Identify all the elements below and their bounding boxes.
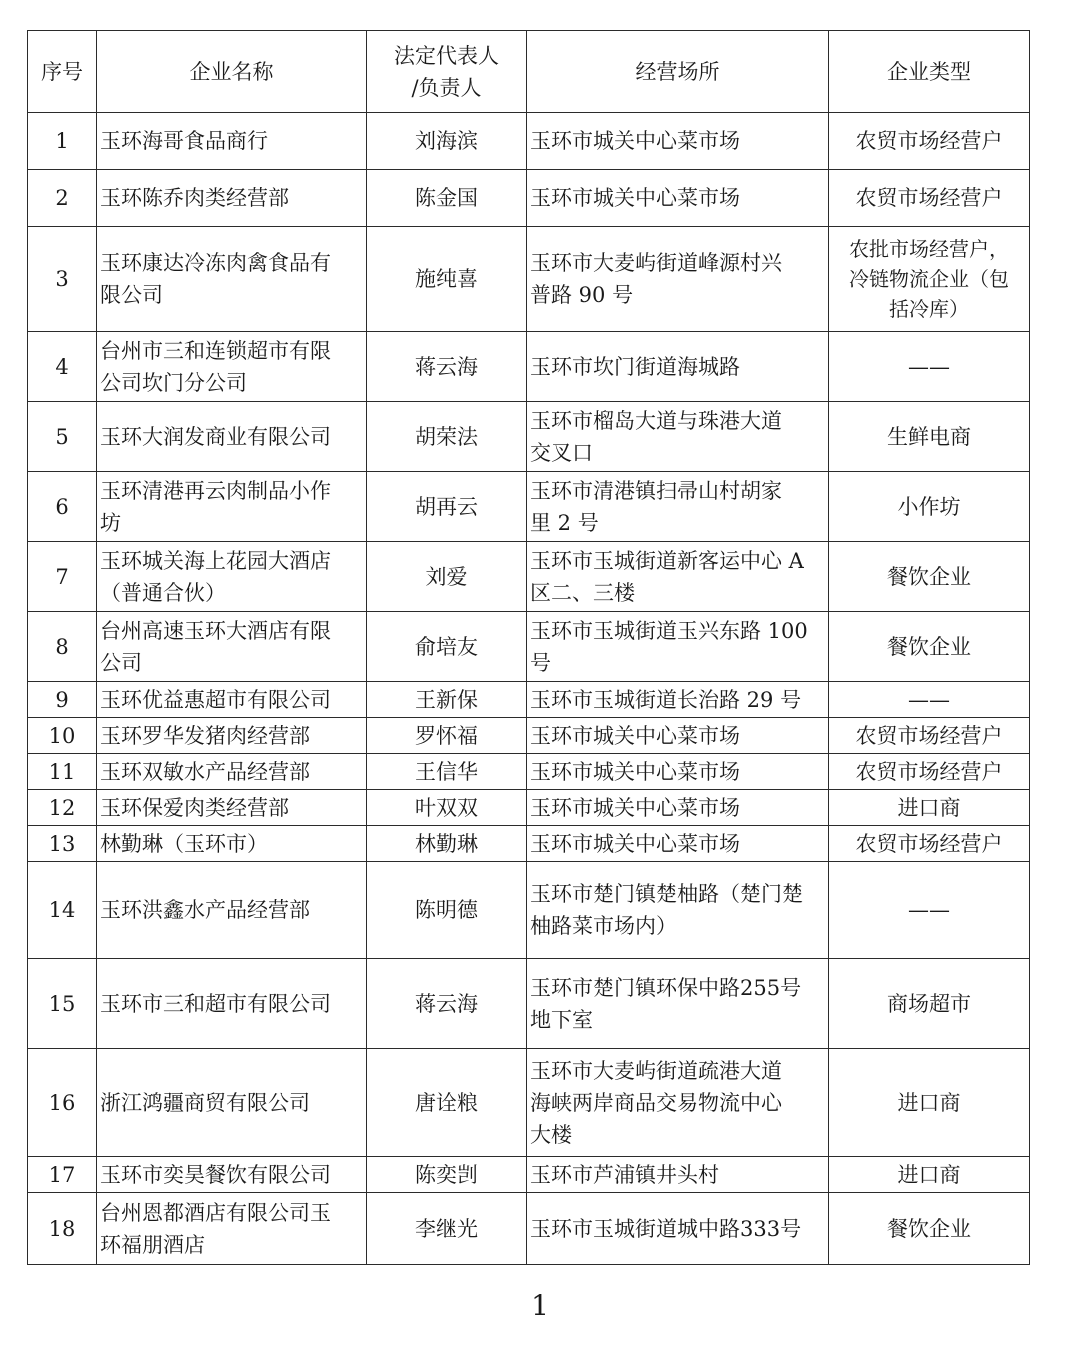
- cell-business-location: 玉环市玉城街道城中路333号: [527, 1193, 829, 1265]
- cell-index: 18: [28, 1193, 97, 1265]
- cell-index: 5: [28, 402, 97, 472]
- cell-enterprise-type: 餐饮企业: [829, 542, 1030, 612]
- cell-legal-representative: 刘爱: [367, 542, 527, 612]
- cell-legal-representative: 陈明德: [367, 862, 527, 959]
- cell-enterprise-name: 玉环陈乔肉类经营部: [97, 170, 367, 227]
- cell-enterprise-name: 台州市三和连锁超市有限 公司坎门分公司: [97, 332, 367, 402]
- cell-index: 2: [28, 170, 97, 227]
- cell-index: 3: [28, 227, 97, 332]
- cell-enterprise-name: 玉环市奕昊餐饮有限公司: [97, 1157, 367, 1193]
- table-row: [28, 1049, 1030, 1157]
- cell-enterprise-type: ——: [829, 862, 1030, 959]
- cell-business-location: 玉环市芦浦镇井头村: [527, 1157, 829, 1193]
- header-enterprise-type: 企业类型: [829, 31, 1030, 113]
- cell-enterprise-type: 农贸市场经营户: [829, 113, 1030, 170]
- header-index: 序号: [28, 31, 97, 113]
- cell-index: 13: [28, 826, 97, 862]
- table-row: [28, 472, 1030, 542]
- cell-enterprise-name: 浙江鸿疆商贸有限公司: [97, 1049, 367, 1157]
- cell-business-location: 玉环市大麦屿街道峰源村兴 普路 90 号: [527, 227, 829, 332]
- cell-business-location: 玉环市玉城街道长治路 29 号: [527, 682, 829, 718]
- cell-enterprise-name: 台州恩都酒店有限公司玉 环福朋酒店: [97, 1193, 367, 1265]
- cell-legal-representative: 王新保: [367, 682, 527, 718]
- table-row: [28, 790, 1030, 826]
- cell-index: 16: [28, 1049, 97, 1157]
- cell-enterprise-type: 餐饮企业: [829, 612, 1030, 682]
- header-enterprise-name: 企业名称: [97, 31, 367, 113]
- cell-legal-representative: 陈金国: [367, 170, 527, 227]
- cell-business-location: 玉环市城关中心菜市场: [527, 170, 829, 227]
- cell-enterprise-name: 玉环城关海上花园大酒店 （普通合伙）: [97, 542, 367, 612]
- cell-enterprise-type: 农批市场经营户， 冷链物流企业（包 括冷库）: [829, 227, 1030, 332]
- header-legal-representative: 法定代表人 /负责人: [367, 31, 527, 113]
- cell-enterprise-name: 玉环康达冷冻肉禽食品有 限公司: [97, 227, 367, 332]
- table-body: [28, 113, 1030, 1265]
- cell-business-location: 玉环市城关中心菜市场: [527, 754, 829, 790]
- cell-legal-representative: 唐诠粮: [367, 1049, 527, 1157]
- cell-enterprise-type: ——: [829, 332, 1030, 402]
- cell-index: 8: [28, 612, 97, 682]
- cell-legal-representative: 胡荣法: [367, 402, 527, 472]
- cell-enterprise-type: ——: [829, 682, 1030, 718]
- cell-legal-representative: 王信华: [367, 754, 527, 790]
- cell-business-location: 玉环市清港镇扫帚山村胡家 里 2 号: [527, 472, 829, 542]
- table-row: [28, 959, 1030, 1049]
- cell-enterprise-type: 农贸市场经营户: [829, 718, 1030, 754]
- cell-legal-representative: 蒋云海: [367, 332, 527, 402]
- page-number: 1: [531, 1289, 549, 1322]
- cell-enterprise-type: 生鲜电商: [829, 402, 1030, 472]
- cell-enterprise-type: 农贸市场经营户: [829, 754, 1030, 790]
- table-row: [28, 1193, 1030, 1265]
- cell-enterprise-name: 林勤琳（玉环市）: [97, 826, 367, 862]
- table-row: [28, 227, 1030, 332]
- table-row: [28, 718, 1030, 754]
- cell-legal-representative: 李继光: [367, 1193, 527, 1265]
- cell-enterprise-name: 玉环罗华发猪肉经营部: [97, 718, 367, 754]
- enterprise-table: [27, 30, 1030, 1265]
- cell-enterprise-name: 台州高速玉环大酒店有限 公司: [97, 612, 367, 682]
- cell-index: 11: [28, 754, 97, 790]
- cell-business-location: 玉环市城关中心菜市场: [527, 790, 829, 826]
- cell-business-location: 玉环市城关中心菜市场: [527, 113, 829, 170]
- table-row: [28, 332, 1030, 402]
- cell-legal-representative: 叶双双: [367, 790, 527, 826]
- table-row: [28, 862, 1030, 959]
- cell-enterprise-name: 玉环海哥食品商行: [97, 113, 367, 170]
- cell-index: 15: [28, 959, 97, 1049]
- cell-index: 4: [28, 332, 97, 402]
- cell-index: 17: [28, 1157, 97, 1193]
- cell-legal-representative: 陈奕剀: [367, 1157, 527, 1193]
- cell-legal-representative: 胡再云: [367, 472, 527, 542]
- cell-legal-representative: 施纯喜: [367, 227, 527, 332]
- cell-business-location: 玉环市城关中心菜市场: [527, 826, 829, 862]
- cell-index: 10: [28, 718, 97, 754]
- cell-enterprise-name: 玉环保爱肉类经营部: [97, 790, 367, 826]
- cell-legal-representative: 蒋云海: [367, 959, 527, 1049]
- table-header-row: [28, 31, 1030, 113]
- cell-legal-representative: 刘海滨: [367, 113, 527, 170]
- table-row: [28, 170, 1030, 227]
- cell-enterprise-type: 进口商: [829, 1049, 1030, 1157]
- cell-enterprise-type: 餐饮企业: [829, 1193, 1030, 1265]
- cell-business-location: 玉环市玉城街道玉兴东路 100 号: [527, 612, 829, 682]
- cell-enterprise-type: 进口商: [829, 790, 1030, 826]
- cell-enterprise-name: 玉环双敏水产品经营部: [97, 754, 367, 790]
- table-row: [28, 612, 1030, 682]
- table-row: [28, 682, 1030, 718]
- cell-business-location: 玉环市榴岛大道与珠港大道 交叉口: [527, 402, 829, 472]
- cell-index: 9: [28, 682, 97, 718]
- table-row: [28, 402, 1030, 472]
- cell-business-location: 玉环市坎门街道海城路: [527, 332, 829, 402]
- cell-legal-representative: 林勤琳: [367, 826, 527, 862]
- cell-business-location: 玉环市楚门镇楚柚路（楚门楚 柚路菜市场内）: [527, 862, 829, 959]
- cell-index: 7: [28, 542, 97, 612]
- cell-enterprise-type: 小作坊: [829, 472, 1030, 542]
- table-row: [28, 754, 1030, 790]
- table-row: [28, 113, 1030, 170]
- cell-enterprise-type: 农贸市场经营户: [829, 826, 1030, 862]
- cell-business-location: 玉环市大麦屿街道疏港大道 海峡两岸商品交易物流中心 大楼: [527, 1049, 829, 1157]
- cell-index: 14: [28, 862, 97, 959]
- cell-enterprise-type: 商场超市: [829, 959, 1030, 1049]
- cell-legal-representative: 罗怀福: [367, 718, 527, 754]
- cell-enterprise-name: 玉环大润发商业有限公司: [97, 402, 367, 472]
- cell-index: 12: [28, 790, 97, 826]
- cell-index: 1: [28, 113, 97, 170]
- header-business-location: 经营场所: [527, 31, 829, 113]
- cell-business-location: 玉环市城关中心菜市场: [527, 718, 829, 754]
- cell-enterprise-name: 玉环市三和超市有限公司: [97, 959, 367, 1049]
- cell-enterprise-type: 进口商: [829, 1157, 1030, 1193]
- cell-index: 6: [28, 472, 97, 542]
- cell-business-location: 玉环市楚门镇环保中路255号 地下室: [527, 959, 829, 1049]
- cell-enterprise-name: 玉环洪鑫水产品经营部: [97, 862, 367, 959]
- cell-enterprise-type: 农贸市场经营户: [829, 170, 1030, 227]
- table-row: [28, 826, 1030, 862]
- table-row: [28, 1157, 1030, 1193]
- cell-enterprise-name: 玉环优益惠超市有限公司: [97, 682, 367, 718]
- cell-enterprise-name: 玉环清港再云肉制品小作 坊: [97, 472, 367, 542]
- cell-legal-representative: 俞培友: [367, 612, 527, 682]
- cell-business-location: 玉环市玉城街道新客运中心 A 区二、三楼: [527, 542, 829, 612]
- table-row: [28, 542, 1030, 612]
